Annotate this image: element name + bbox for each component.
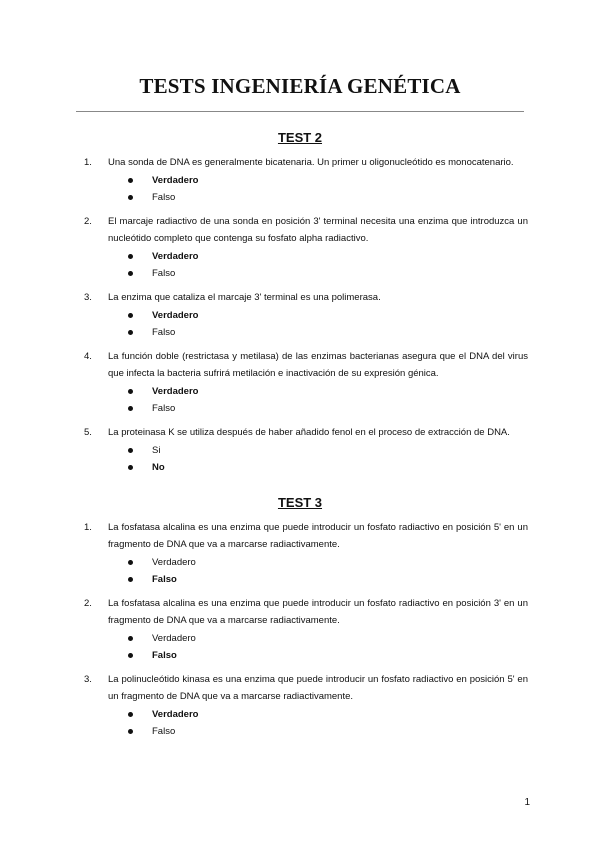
question-item xyxy=(84,289,528,341)
question-text: Una sonda de DNA es generalmente bicatenaria. Un primer u oligonucleótido es monocatenario. xyxy=(108,157,514,168)
bullet-icon xyxy=(128,195,133,200)
bullet-icon xyxy=(128,560,133,565)
answer-options xyxy=(108,172,528,206)
answer-option-label: Verdadero xyxy=(152,175,199,186)
answer-option-label: Verdadero xyxy=(152,310,199,321)
answer-option-selected xyxy=(128,706,528,723)
answer-option-label: Verdadero xyxy=(152,386,199,397)
answer-option-label: Falso xyxy=(152,650,177,661)
answer-option xyxy=(128,400,528,417)
question-text: La fosfatasa alcalina es una enzima que puede introducir un fosfato radiactivo en posición 5' en un fragmento de DNA que va a marcarse radiactivamente. xyxy=(108,522,528,550)
question-number: 2. xyxy=(84,216,92,227)
question-item xyxy=(84,424,528,476)
page-number: 1 xyxy=(524,797,530,808)
bullet-icon xyxy=(128,448,133,453)
question-text: La enzima que cataliza el marcaje 3' terminal es una polimerasa. xyxy=(108,292,381,303)
answer-option-selected xyxy=(128,383,528,400)
answer-option-label: Falso xyxy=(152,574,177,585)
bullet-icon xyxy=(128,254,133,259)
answer-option-selected xyxy=(128,172,528,189)
bullet-icon xyxy=(128,465,133,470)
answer-option-label: Falso xyxy=(152,726,176,737)
question-number: 3. xyxy=(84,292,92,303)
question-number: 2. xyxy=(84,598,92,609)
answer-option-selected xyxy=(128,459,528,476)
bullet-icon xyxy=(128,577,133,582)
question-text: La función doble (restrictasa y metilasa) de las enzimas bacterianas asegura que el DNA del virus que infecta la bacteria sufrirá metilación e inactivación de su expresión génica. xyxy=(108,351,528,379)
question-item xyxy=(84,671,528,740)
bullet-icon xyxy=(128,729,133,734)
answer-options xyxy=(108,706,528,740)
question-item xyxy=(84,213,528,282)
answer-option-selected xyxy=(128,647,528,664)
question-text: La proteinasa K se utiliza después de haber añadido fenol en el proceso de extracción de DNA. xyxy=(108,427,510,438)
question-text: La polinucleótido kinasa es una enzima que puede introducir un fosfato radiactivo en posición 5' en un fragmento de DNA que va a marcarse radiactivamente. xyxy=(108,674,528,702)
answer-option-selected xyxy=(128,571,528,588)
section-heading-test-3: TEST 3 xyxy=(277,495,323,510)
answer-option xyxy=(128,265,528,282)
answer-option-label: Verdadero xyxy=(152,557,196,568)
question-item xyxy=(84,348,528,417)
answer-options xyxy=(108,383,528,417)
answer-option xyxy=(128,189,528,206)
answer-option xyxy=(128,442,528,459)
question-item xyxy=(84,154,528,206)
bullet-icon xyxy=(128,636,133,641)
bullet-icon xyxy=(128,313,133,318)
answer-option-label: Falso xyxy=(152,403,176,414)
answer-option-label: Falso xyxy=(152,327,176,338)
answer-option-label: Si xyxy=(152,445,161,456)
answer-options xyxy=(108,554,528,588)
answer-options xyxy=(108,248,528,282)
answer-option xyxy=(128,723,528,740)
question-number: 4. xyxy=(84,351,92,362)
question-list-test-3 xyxy=(84,519,528,747)
section-heading-test-2: TEST 2 xyxy=(277,130,323,145)
bullet-icon xyxy=(128,178,133,183)
question-item xyxy=(84,595,528,664)
answer-option xyxy=(128,554,528,571)
answer-options xyxy=(108,630,528,664)
answer-option-label: Verdadero xyxy=(152,633,196,644)
answer-option-label: Falso xyxy=(152,192,176,203)
answer-option xyxy=(128,324,528,341)
bullet-icon xyxy=(128,271,133,276)
question-number: 1. xyxy=(84,157,92,168)
question-list-test-2 xyxy=(84,154,528,483)
answer-options xyxy=(108,307,528,341)
answer-option-label: Verdadero xyxy=(152,709,199,720)
question-number: 5. xyxy=(84,427,92,438)
title-divider xyxy=(76,111,524,112)
answer-option-selected xyxy=(128,307,528,324)
answer-option-label: Falso xyxy=(152,268,176,279)
answer-options xyxy=(108,442,528,476)
question-number: 3. xyxy=(84,674,92,685)
bullet-icon xyxy=(128,389,133,394)
bullet-icon xyxy=(128,653,133,658)
question-item xyxy=(84,519,528,588)
answer-option xyxy=(128,630,528,647)
question-text: El marcaje radiactivo de una sonda en posición 3' terminal necesita una enzima que introduzca un nucleótido completo que contenga su fosfato alpha radiactivo. xyxy=(108,216,528,244)
bullet-icon xyxy=(128,712,133,717)
question-text: La fosfatasa alcalina es una enzima que puede introducir un fosfato radiactivo en posición 3' en un fragmento de DNA que va a marcarse radiactivamente. xyxy=(108,598,528,626)
question-number: 1. xyxy=(84,522,92,533)
answer-option-selected xyxy=(128,248,528,265)
answer-option-label: No xyxy=(152,462,165,473)
answer-option-label: Verdadero xyxy=(152,251,199,262)
bullet-icon xyxy=(128,330,133,335)
document-title: TESTS INGENIERÍA GENÉTICA xyxy=(139,74,461,98)
bullet-icon xyxy=(128,406,133,411)
